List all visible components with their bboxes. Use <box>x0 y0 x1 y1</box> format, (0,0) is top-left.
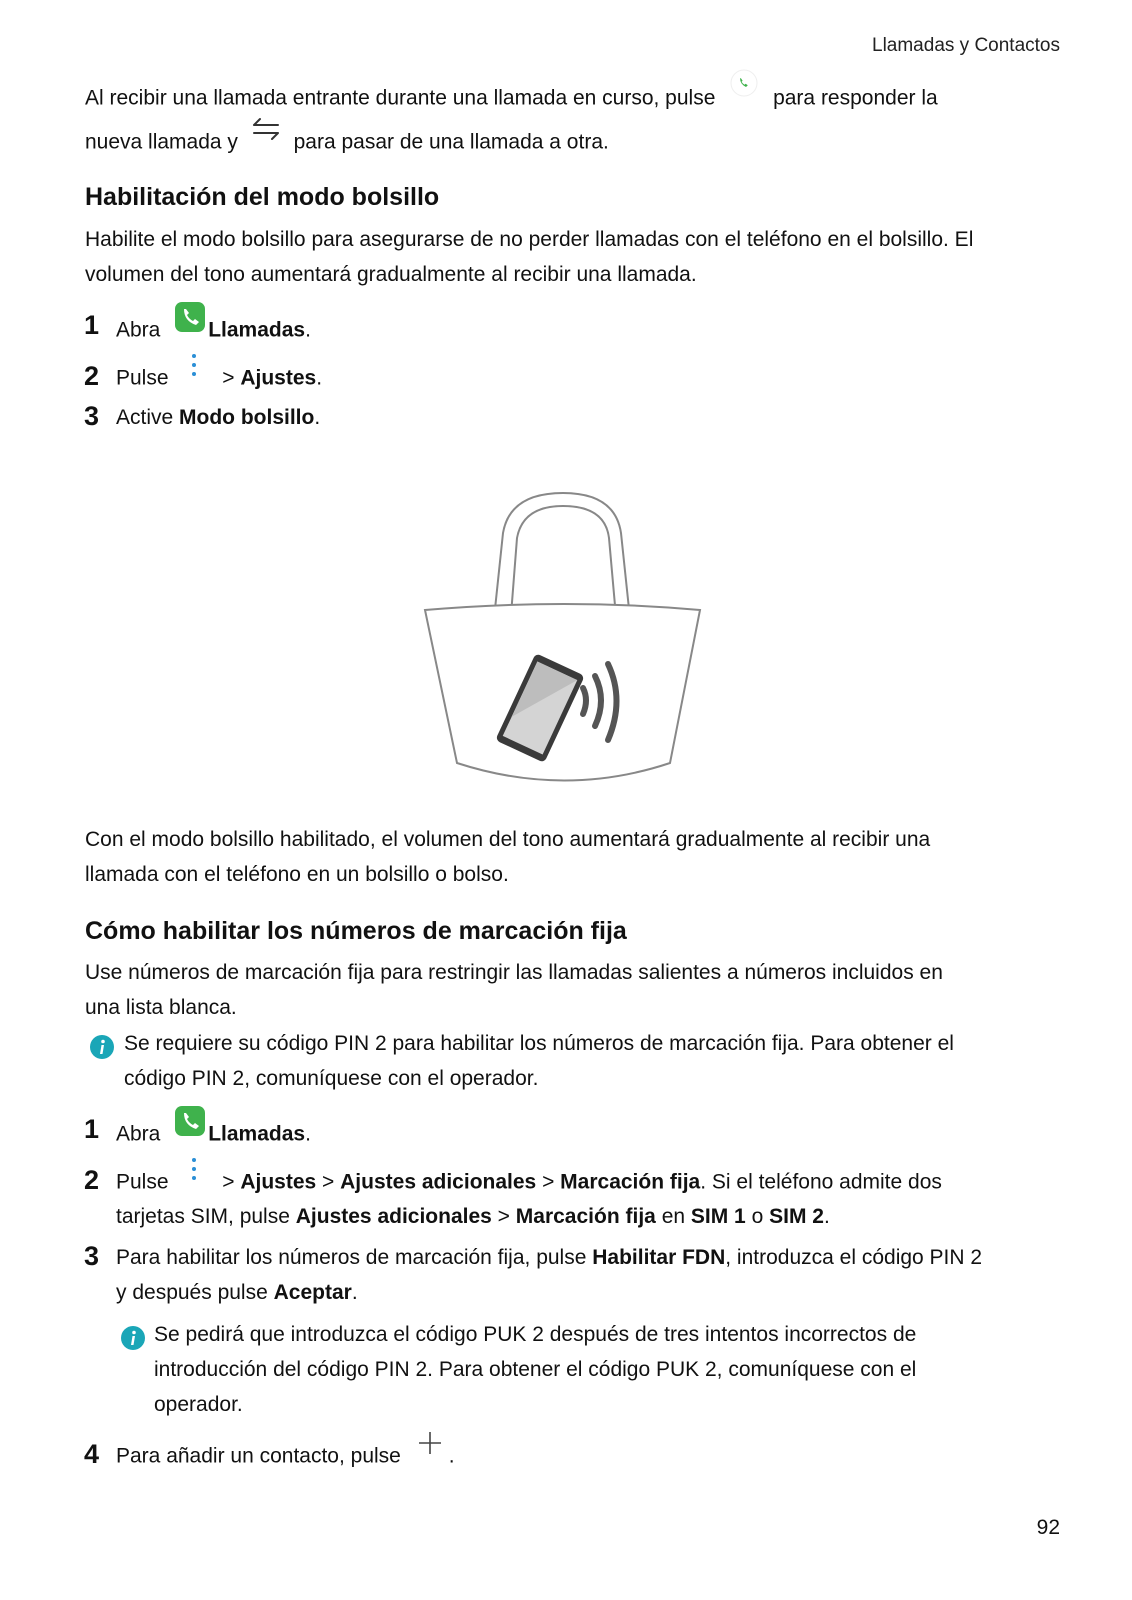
section1-after-line-2: llamada con el teléfono en un bolsillo o bolso. <box>85 863 509 886</box>
intro-line-2: nueva llamada y para pasar de una llamada a otra. <box>85 124 609 162</box>
more-menu-icon[interactable] <box>190 1156 198 1194</box>
fdn-step-1-text: Abra Llamadas. <box>116 1113 311 1157</box>
note-1-line-2: código PIN 2, comuníquese con el operador. <box>124 1067 539 1090</box>
add-icon[interactable] <box>417 1430 443 1468</box>
step-number: 2 <box>84 1165 100 1195</box>
phone-app-icon[interactable] <box>174 301 206 345</box>
section2-body-line-1: Use números de marcación fija para restringir las llamadas salientes a números incluidos en <box>85 961 943 984</box>
step-number: 2 <box>84 361 100 391</box>
step-2-text: Pulse > Ajustes. <box>116 360 322 398</box>
info-icon <box>120 1325 146 1351</box>
fdn-step-2-line-1: Pulse > Ajustes > Ajustes adicionales > Marcación fija. Si el teléfono admite dos <box>116 1164 942 1202</box>
page-number: 92 <box>1036 1516 1060 1539</box>
intro-line-1: Al recibir una llamada entrante durante una llamada en curso, pulse para responder la <box>85 78 938 120</box>
fdn-step-2-line-2: tarjetas SIM, pulse Ajustes adicionales > Marcación fija en SIM 1 o SIM 2. <box>116 1205 830 1228</box>
switch-call-icon <box>250 116 282 154</box>
fdn-step-3-line-2: y después pulse Aceptar. <box>116 1281 358 1304</box>
phone-app-icon[interactable] <box>174 1105 206 1149</box>
more-menu-icon[interactable] <box>190 352 198 390</box>
fdn-step-4-text: Para añadir un contacto, pulse . <box>116 1438 455 1476</box>
step-number: 3 <box>84 1241 100 1271</box>
info-icon <box>89 1034 115 1060</box>
note-1-line-1: Se requiere su código PIN 2 para habilitar los números de marcación fija. Para obtener el <box>124 1032 954 1055</box>
note-2-line-3: operador. <box>154 1393 243 1416</box>
step-3-text: Active Modo bolsillo. <box>116 406 321 429</box>
fdn-step-3-line-1: Para habilitar los números de marcación fija, pulse Habilitar FDN, introduzca el código PIN 2 <box>116 1246 983 1269</box>
pocket-mode-illustration <box>415 488 715 793</box>
step-number: 1 <box>84 310 100 340</box>
section1-body-line-2: volumen del tono aumentará gradualmente al recibir una llamada. <box>85 263 697 286</box>
section1-after-line-1: Con el modo bolsillo habilitado, el volumen del tono aumentará gradualmente al recibir una <box>85 828 931 851</box>
page-header: Llamadas y Contactos <box>872 35 1060 56</box>
step-number: 1 <box>84 1114 100 1144</box>
section-title-pocket-mode: Habilitación del modo bolsillo <box>85 183 440 211</box>
note-2-line-1: Se pedirá que introduzca el código PUK 2 después de tres intentos incorrectos de <box>154 1323 917 1346</box>
section2-body-line-2: una lista blanca. <box>85 996 237 1019</box>
step-number: 3 <box>84 401 100 431</box>
step-1-text: Abra Llamadas. <box>116 309 311 353</box>
section1-body-line-1: Habilite el modo bolsillo para asegurarse de no perder llamadas con el teléfono en el bolsillo. El <box>85 228 974 251</box>
section-title-fixed-dialing: Cómo habilitar los números de marcación fija <box>85 917 627 945</box>
step-number: 4 <box>84 1439 100 1469</box>
answer-call-icon <box>729 68 759 110</box>
note-2-line-2: introducción del código PIN 2. Para obtener el código PUK 2, comuníquese con el <box>154 1358 917 1381</box>
